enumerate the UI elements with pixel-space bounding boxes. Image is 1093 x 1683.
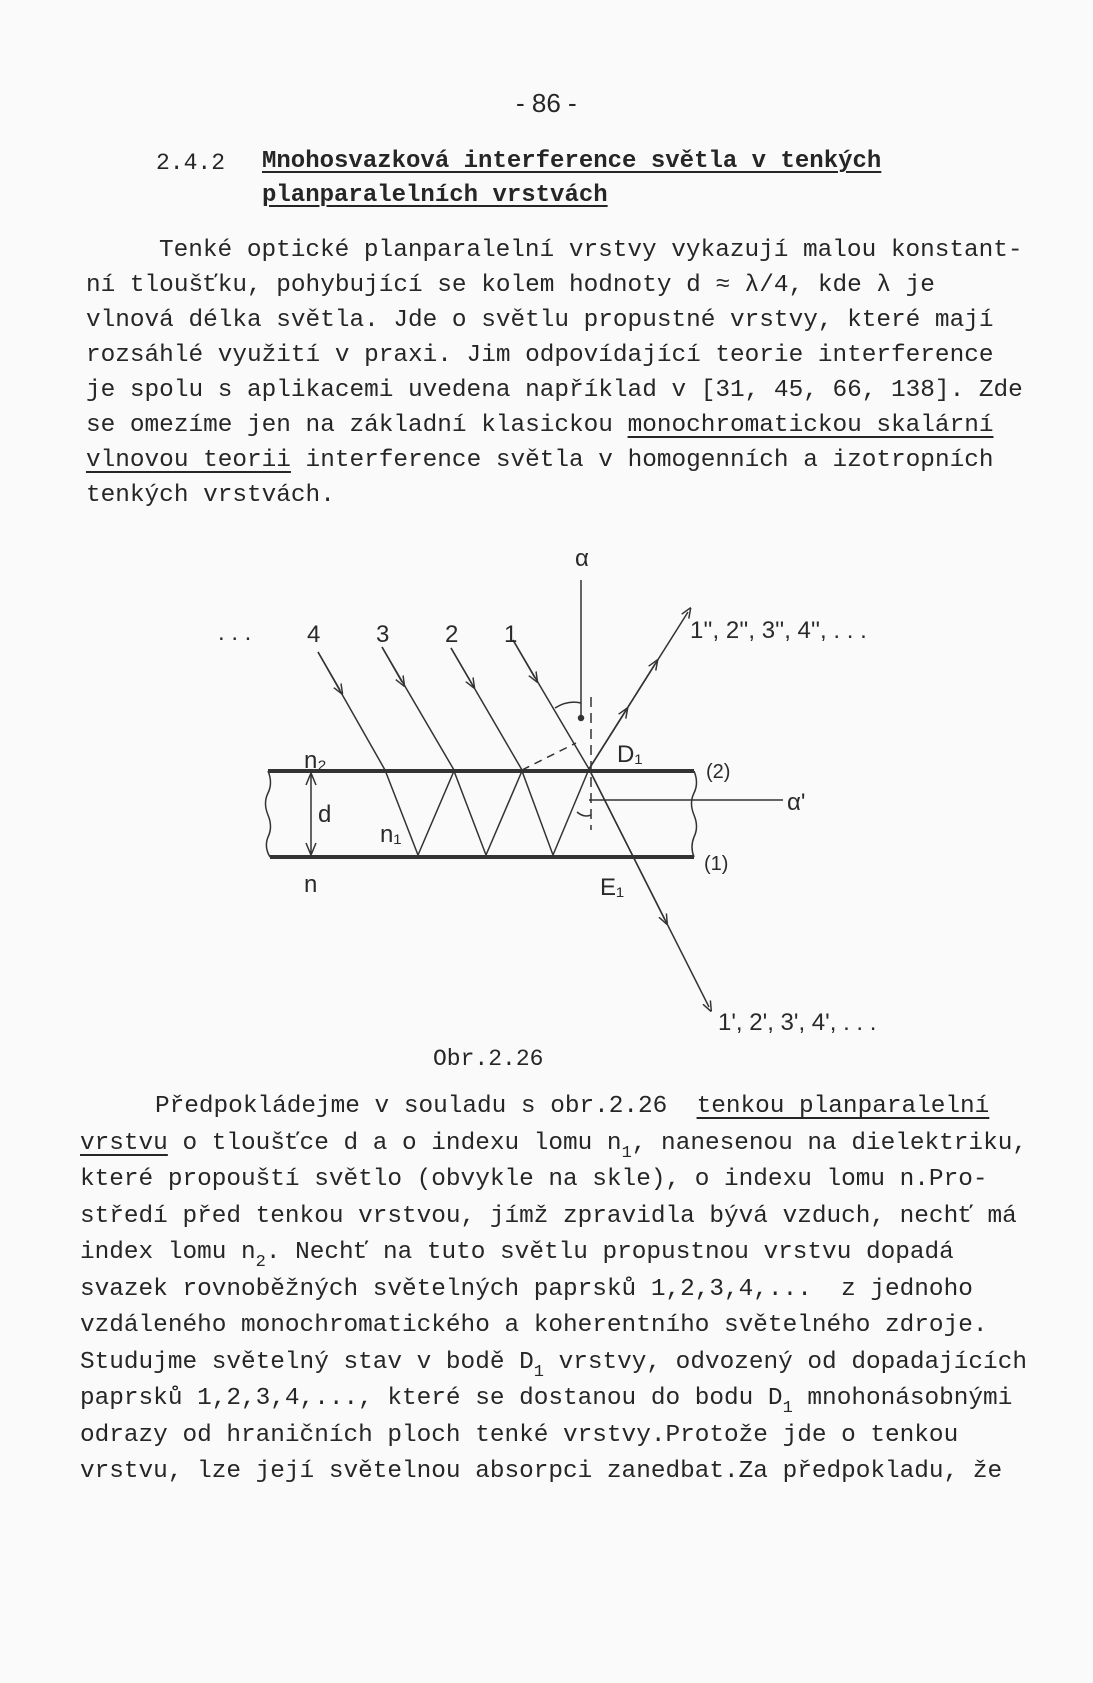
label-D1: D₁: [617, 741, 643, 768]
text-line: [80, 1457, 1002, 1487]
label-boundary-1: (1): [704, 853, 729, 875]
text-span: svazek rovnoběžných světelných paprsků 1,2,3,4,... z jednoho: [80, 1275, 973, 1303]
section-title-line: planparalelních vrstvách: [262, 182, 608, 209]
text-span: . Nechť na tuto světlu propustnou vrstvu dopadá: [265, 1239, 954, 1266]
text-span: paprsků 1,2,3,4,..., které se dostanou do bodu D: [80, 1385, 783, 1412]
label-d: d: [318, 801, 332, 828]
text-span: mnohonásobnými: [792, 1385, 1013, 1412]
label-alpha: α: [575, 545, 589, 572]
label-boundary-2: (2): [706, 761, 731, 783]
layer-left-edge: [266, 771, 271, 857]
page-number: - 86 -: [516, 88, 577, 118]
text-span: index lomu n: [80, 1239, 256, 1266]
text-span: vzdáleného monochromatického a koherentního světelného zdroje.: [80, 1312, 988, 1339]
label-n: n: [304, 871, 318, 898]
text-line: [80, 1348, 1027, 1388]
text-line: [80, 1165, 987, 1195]
text-span: vlnová délka světla. Jde o světlu propustné vrstvy, které mají: [86, 307, 994, 334]
label-ray-3: 3: [376, 621, 390, 648]
label-ray-4: 4: [307, 621, 321, 648]
wavefront-dashed: [522, 743, 576, 770]
label-reflected: 1'', 2'', 3'', 4'', . . .: [690, 617, 867, 644]
label-ray-2: 2: [445, 621, 459, 648]
text-line: [80, 1421, 958, 1451]
text-span: ní tloušťku, pohybující se kolem hodnoty d ≈ λ/4, kde λ je: [86, 272, 935, 299]
text-line: [80, 1384, 1012, 1424]
text-span: středí před tenkou vrstvou, jímž zpravidla bývá vzduch, nechť má: [80, 1202, 1017, 1230]
text-line: [80, 1202, 1017, 1232]
angle-arc-inner: [577, 812, 591, 816]
subscript: 1: [533, 1362, 544, 1382]
label-ray-1: 1: [504, 621, 518, 648]
text-line: [80, 1275, 973, 1305]
text-span: vrstvy, odvozený od dopadajících: [543, 1348, 1027, 1376]
text-span: které propouští světlo (obvykle na skle), o indexu lomu n.Pro-: [80, 1166, 988, 1193]
text-span: , nanesenou na dielektriku,: [631, 1129, 1027, 1157]
underlined-text: vlnovou teorii: [86, 447, 291, 474]
label-transmitted: 1', 2', 3', 4', . . .: [718, 1009, 877, 1036]
ray-4-arrow: [318, 652, 340, 690]
label-n2: n₂: [304, 747, 327, 774]
text-span: o tloušťce d a o indexu lomu n: [167, 1129, 622, 1157]
subscript: 1: [621, 1143, 632, 1163]
text-line: [80, 1129, 1027, 1169]
ray-2-arrow: [451, 648, 472, 684]
underlined-text: vrstvu: [80, 1129, 168, 1157]
text-span: interference světla v homogenních a izotropních: [290, 447, 994, 474]
text-span: je spolu s aplikacemi uvedena například v [31, 45, 66, 138]. Zde: [86, 377, 1023, 404]
normal-dot: [579, 716, 584, 721]
text-line: [80, 1311, 987, 1341]
text-span: Předpokládejme v souladu s obr.2.26: [155, 1093, 697, 1120]
subscript: 1: [782, 1399, 793, 1418]
label-ellipsis: . . .: [218, 619, 252, 646]
label-alpha-prime: α': [787, 789, 806, 816]
text-span: tenkých vrstvách.: [86, 482, 335, 509]
subscript: 2: [255, 1253, 266, 1272]
text-span: odrazy od hraničních ploch tenké vrstvy.Protože jde o tenkou: [80, 1421, 959, 1449]
underlined-text: monochromatickou skalární: [627, 412, 994, 439]
text-line: [80, 1238, 954, 1278]
ray-3-arrow: [382, 647, 402, 682]
layer-right-edge: [692, 771, 697, 857]
label-E1: E₁: [600, 874, 625, 901]
angle-arc: [555, 702, 581, 708]
section-number: 2.4.2: [156, 150, 226, 176]
underlined-text: tenkou planparalelní: [696, 1093, 990, 1120]
label-n1: n₁: [380, 821, 402, 848]
text-line: [155, 1092, 989, 1122]
section-title-line: Mnohosvazková interference světla v tenkých: [262, 148, 882, 175]
internal-reflections: [385, 769, 589, 855]
text-span: rozsáhlé využití v praxi. Jim odpovídající teorie interference: [86, 342, 994, 369]
text-span: Tenké optické planparalelní vrstvy vykazují malou konstant-: [159, 237, 1023, 264]
text-span: Studujme světelný stav v bodě D: [80, 1348, 534, 1376]
text-span: se omezíme jen na základní klasickou: [86, 412, 628, 439]
text-span: vrstvu, lze její světelnou absorpci zanedbat.Za předpokladu, že: [80, 1458, 1003, 1485]
figure-caption: Obr.2.26: [433, 1046, 544, 1072]
